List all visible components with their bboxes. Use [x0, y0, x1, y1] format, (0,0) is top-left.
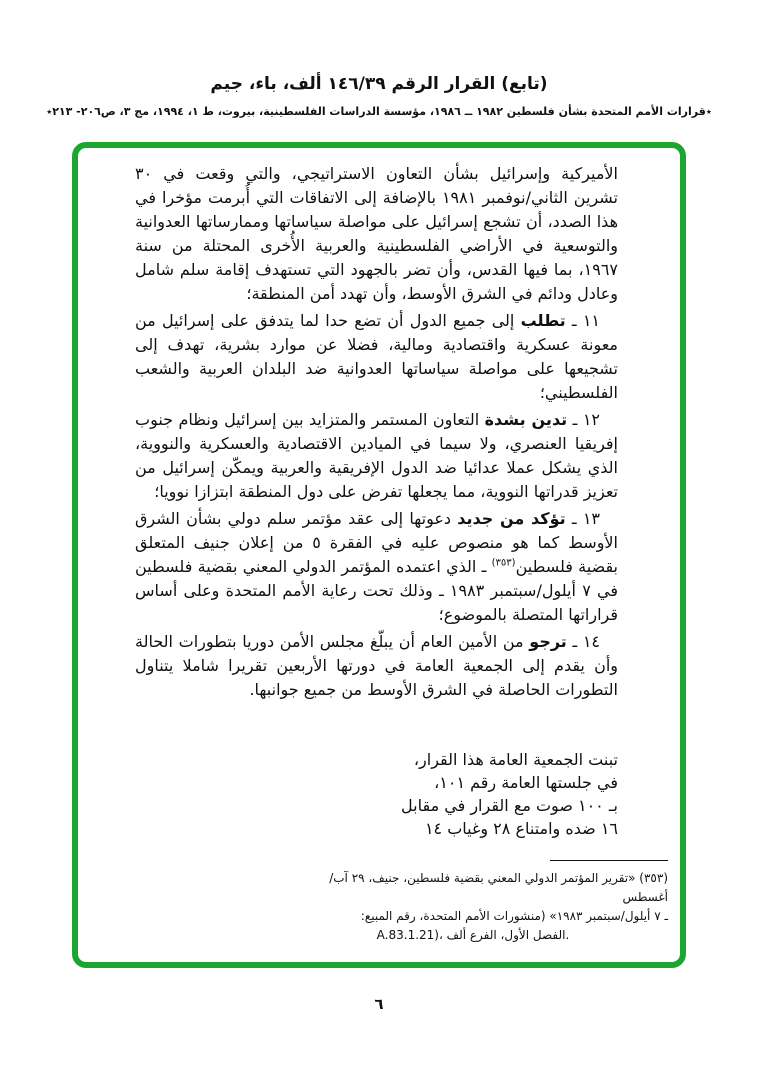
footnote-block	[300, 860, 668, 945]
paragraph-text: ترجو	[529, 632, 567, 651]
body-paragraph	[135, 162, 618, 306]
body-paragraph	[135, 309, 618, 405]
adoption-note-line: بـ ١٠٠ صوت مع القرار في مقابل	[401, 796, 618, 815]
footnote-text	[300, 869, 668, 945]
paragraph-text: ١٣ ـ	[565, 509, 601, 528]
page-header-title: (تابع) القرار الرقم ١٤٦/٣٩ ألف، باء، جيم	[210, 74, 548, 94]
paragraph-text: تدين بشدة	[484, 410, 568, 429]
paragraph-text: تؤكد من جديد	[457, 509, 566, 528]
paragraph-text: إلى جميع الدول أن تضع حدا لما يتدفق على إسرائيل من معونة عسكرية واقتصادية ومالية، فضلا عن موارد بشرية، تهدف إلى تشجيعها على مواصلة سياساتها العدوانية ضد البلدان العربية والشعب الفلسطيني؛	[135, 311, 618, 402]
page-number: ٦	[374, 995, 384, 1013]
paragraph-text: الأميركية وإسرائيل بشأن التعاون الاستراتيجي، والتي وقعت في ٣٠ تشرين الثاني/نوفمبر ١٩٨١ بالإضافة إلى الاتفاقات التي أُبرمت مؤخرا في هذا الصدد، أن تشجع إسرائيل على مواصلة سياساتها وممارساتها العدوانية والتوسعية في الأراضي الفلسطينية والعربية الأُخرى المحتلة من سنة ١٩٦٧، بما فيها القدس، وأن تضر بالجهود التي تستهدف إقامة سلم شامل وعادل ودائم في الشرق الأوسط، وأن تهدد أمن المنطقة؛	[135, 164, 618, 303]
footnote-line: (٣٥٣) «تقرير المؤتمر الدولي المعني بقضية فلسطين، جنيف، ٢٩ آب/أغسطس	[329, 871, 668, 904]
footnote-separator	[550, 860, 668, 861]
paragraph-text: ـ الذي اعتمده المؤتمر الدولي المعني بقضية فلسطين في ٧ أيلول/سبتمبر ١٩٨٣ ـ وذلك تحت رعاية الأمم المتحدة وعلى أساس قراراتها المتصلة بالموضوع؛	[135, 557, 618, 624]
footnote-line: A.83.1.21)، الفصل الأول، الفرع ألف.	[376, 928, 570, 942]
body-paragraph	[135, 630, 618, 702]
adoption-note-line: تبنت الجمعية العامة هذا القرار،	[413, 750, 618, 769]
paragraph-text: ١١ ـ	[565, 311, 600, 330]
paragraph-text: ١٤ ـ	[566, 632, 600, 651]
paragraph-text: تطلب	[520, 311, 566, 330]
paragraph-text: ١٢ ـ	[567, 410, 601, 429]
adoption-note-line: في جلستها العامة رقم ١٠١،	[434, 773, 618, 792]
footnote-marker: (٣٥٣)	[491, 557, 516, 569]
body-paragraph	[135, 507, 618, 627]
footnote-line: ـ ٧ أيلول/سبتمبر ١٩٨٣» (منشورات الأمم المتحدة، رقم المبيع:	[360, 909, 668, 923]
paragraph-text: التعاون المستمر والمتزايد بين إسرائيل ونظام جنوب إفريقيا العنصري، ولا سيما في الميادين الاقتصادية والعسكرية والنووية، الذي يشكل عملا عدائيا ضد الدول الإفريقية والعربية ويمكّن إسرائيل من تعزيز قدراتها النووية، مما يجعلها تفرض على دول المنطقة ابتزازا نوويا؛	[135, 410, 618, 501]
adoption-note-line: ١٦ ضده وامتناع ٢٨ وغياب ١٤	[424, 819, 618, 838]
resolution-body-text	[135, 162, 618, 705]
paragraph-text: من الأمين العام أن يبلّغ مجلس الأمن دوريا بتطورات الحالة وأن يقدم إلى الجمعية العامة في دورتها الأربعين تقريرا شاملا يتناول التطورات الحاصلة في الشرق الأوسط من جميع جوانبها.	[135, 632, 618, 699]
paragraph-text: دعوتها إلى عقد مؤتمر سلم دولي بشأن الشرق الأوسط كما هو منصوص عليه في الفقرة ٥ من إعلان جنيف المتعلق بقضية فلسطين	[135, 509, 619, 576]
adoption-note	[135, 748, 618, 840]
page-header-source-line: ٭قرارات الأمم المتحدة بشأن فلسطين ١٩٨٢ ــ ١٩٨٦، مؤسسة الدراسات الفلسطينية، بيروت، ط ١، ١٩٩٤، مج ٣، ص٢٠٦- ٢١٣٭	[46, 105, 712, 118]
body-paragraph	[135, 408, 618, 504]
